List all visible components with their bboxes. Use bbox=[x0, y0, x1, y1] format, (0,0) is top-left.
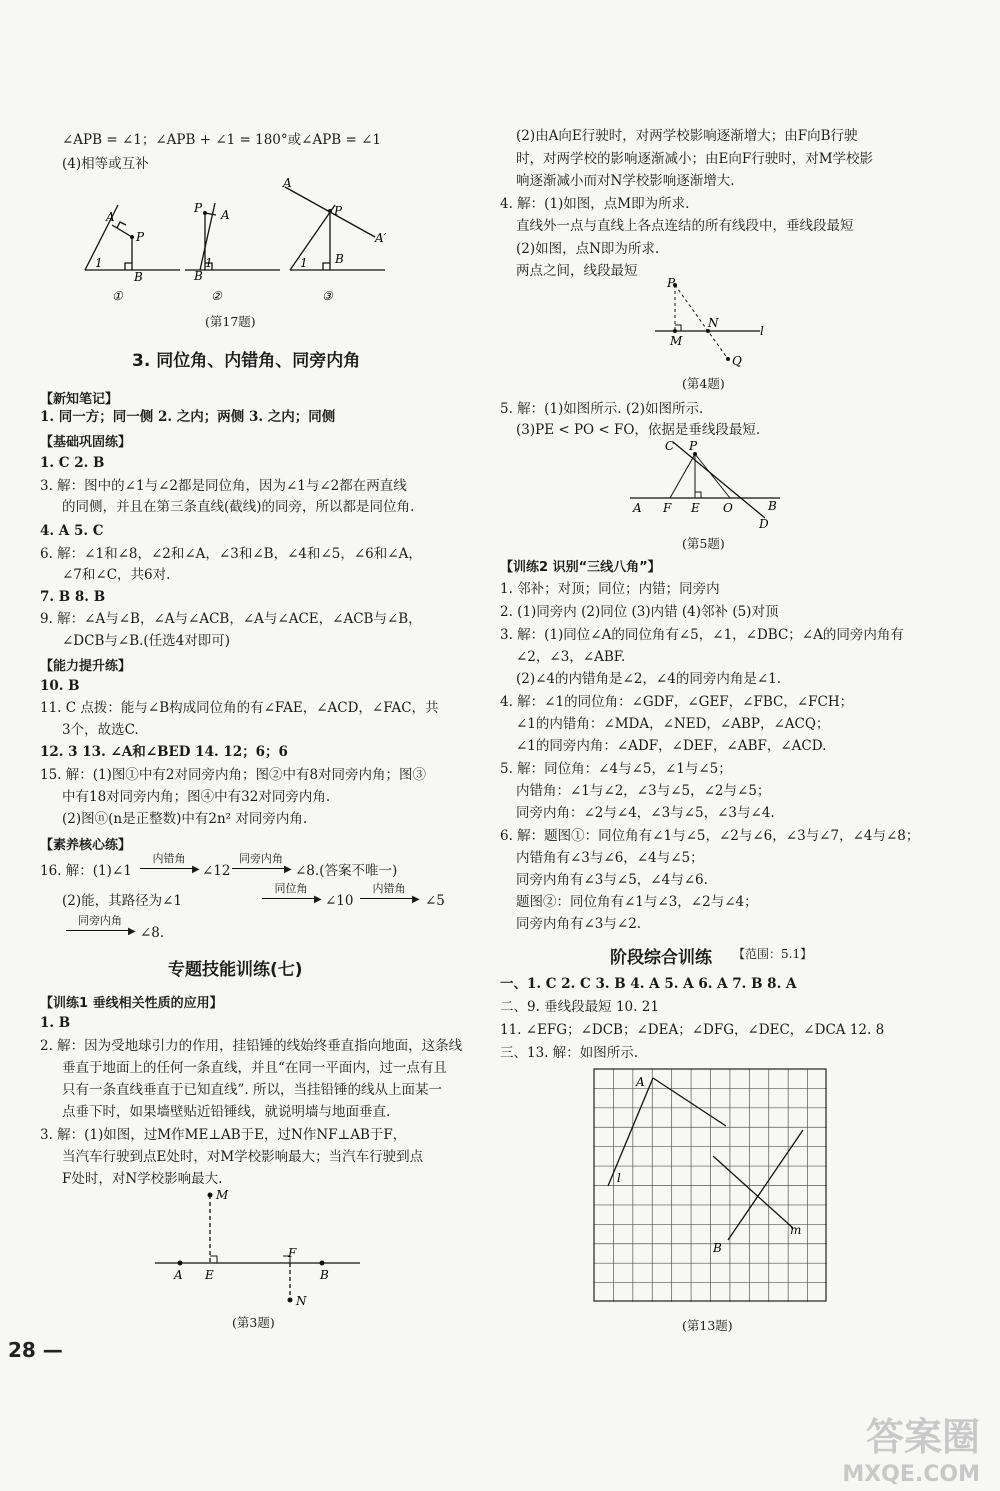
section3-range: 【范围：5.1】 bbox=[733, 947, 813, 961]
arrow-3 bbox=[262, 898, 317, 899]
r3: 响逐渐减小而对N学校影响逐渐增大. bbox=[516, 173, 735, 189]
svg-text:A: A bbox=[283, 176, 292, 190]
watermark-logo: 答案圈 bbox=[865, 1415, 980, 1459]
svg-text:E: E bbox=[691, 501, 700, 515]
arrow-head-1: ▶ bbox=[192, 864, 200, 875]
q16-end3: ∠8. bbox=[140, 925, 165, 941]
figure-13 bbox=[593, 1068, 833, 1308]
t3c: F处时，对N学校影响最大. bbox=[62, 1171, 223, 1187]
q16-arrow3-label: 同位角 bbox=[274, 882, 308, 895]
fig17-label-1: ① bbox=[112, 289, 123, 303]
svg-text:A: A bbox=[636, 1075, 645, 1089]
t1: 1. B bbox=[40, 1015, 71, 1031]
figure-4 bbox=[650, 277, 780, 372]
svg-text:M: M bbox=[216, 1188, 229, 1202]
s5b: 内错角：∠1与∠2，∠3与∠5，∠2与∠5； bbox=[516, 783, 771, 799]
svg-text:B: B bbox=[335, 252, 344, 266]
r9: (3)PE < PO < FO，依据是垂线段最短. bbox=[516, 422, 761, 438]
svg-text:B: B bbox=[320, 1268, 329, 1282]
s1: 1. 邻补；对顶；同位；内错；同旁内 bbox=[500, 581, 720, 597]
section-title: 3. 同位角、内错角、同旁内角 bbox=[132, 351, 361, 371]
fig13-caption: (第13题) bbox=[682, 1318, 733, 1333]
intro-line-2: (4)相等或互补 bbox=[62, 156, 149, 172]
arrow-head-3: ▶ bbox=[314, 894, 322, 905]
svg-text:B: B bbox=[713, 1241, 722, 1255]
figure-3 bbox=[150, 1185, 370, 1315]
t3b: 当汽车行驶到点E处时，对M学校影响最大；当汽车行驶到点 bbox=[62, 1149, 424, 1165]
q1: 1. C 2. B bbox=[40, 455, 105, 471]
r4: 4. 解：(1)如图，点M即为所求. bbox=[500, 196, 690, 212]
q9b: ∠DCB与∠B.(任选4对即可) bbox=[62, 633, 231, 649]
xinzhi-1: 1. 同一方；同一侧 2. 之内；两侧 3. 之内；同侧 bbox=[40, 409, 336, 425]
svg-text:l: l bbox=[760, 324, 764, 338]
r7: 两点之间，线段最短 bbox=[516, 263, 638, 279]
q6b: ∠7和∠C，共6对. bbox=[62, 567, 171, 583]
arrow-head-5: ▶ bbox=[128, 926, 136, 937]
q16-start: 16. 解：(1)∠1 bbox=[40, 863, 132, 879]
svg-text:D: D bbox=[759, 517, 769, 528]
svg-text:M: M bbox=[670, 334, 683, 348]
svg-text:1: 1 bbox=[205, 256, 213, 270]
r2: 时，对两学校的影响逐渐减小；由E向F行驶时，对M学校影 bbox=[516, 151, 874, 167]
q16-mid2: ∠10 bbox=[325, 893, 354, 909]
svg-text:P: P bbox=[689, 439, 698, 453]
t2d: 点垂下时，如果墙壁贴近铅锤线，就说明墙与地面垂直. bbox=[62, 1104, 391, 1120]
q11a: 11. C 点拨：能与∠B构成同位角的有∠FAE，∠ACD，∠FAC，共 bbox=[40, 700, 439, 716]
arrow-head-2: ▶ bbox=[284, 864, 292, 875]
q3a: 3. 解：图中的∠1与∠2都是同位角，因为∠1与∠2都在两直线 bbox=[40, 478, 407, 494]
s6c: 同旁内角有∠3与∠5，∠4与∠6. bbox=[516, 872, 708, 888]
s3c: (2)∠4的内错角是∠2，∠4的同旁内角是∠1. bbox=[516, 671, 782, 687]
q3b: 的同侧，并且在第三条直线(截线)的同旁，所以都是同位角. bbox=[62, 499, 415, 515]
svg-text:Q: Q bbox=[732, 354, 742, 368]
figure-17 bbox=[70, 175, 390, 305]
q16-arrow5-label: 同旁内角 bbox=[78, 914, 122, 927]
arrow-head-4: ▶ bbox=[412, 894, 420, 905]
svg-text:1: 1 bbox=[300, 256, 308, 270]
q16-mid1: ∠12 bbox=[202, 863, 231, 879]
q16-arrow2-label: 同旁内角 bbox=[239, 852, 283, 865]
q7: 7. B 8. B bbox=[40, 589, 106, 605]
tag-xinzhi: 【新知笔记】 bbox=[40, 392, 119, 407]
q16-end1: ∠8.(答案不唯一) bbox=[295, 863, 398, 879]
watermark-url: MXQE.COM bbox=[842, 1462, 980, 1487]
z1: 一、1. C 2. C 3. B 4. A 5. A 6. A 7. B 8. A bbox=[500, 976, 797, 992]
s4a: 4. 解：∠1的同位角：∠GDF，∠GEF，∠FBC，∠FCH； bbox=[500, 694, 854, 710]
s3a: 3. 解：(1)同位∠A的同位角有∠5，∠1，∠DBC；∠A的同旁内角有 bbox=[500, 627, 904, 643]
arrow-5 bbox=[66, 930, 131, 931]
svg-text:A′: A′ bbox=[375, 231, 387, 245]
svg-text:B: B bbox=[134, 270, 143, 284]
svg-text:C: C bbox=[665, 439, 675, 453]
svg-text:A: A bbox=[106, 210, 115, 224]
arrow-4 bbox=[360, 898, 415, 899]
q15a: 15. 解：(1)图①中有2对同旁内角；图②中有8对同旁内角；图③ bbox=[40, 767, 427, 783]
r6: (2)如图，点N即为所求. bbox=[516, 241, 660, 257]
q11b: 3个，故选C. bbox=[62, 722, 139, 738]
svg-text:N: N bbox=[708, 316, 719, 330]
section3-title: 阶段综合训练 bbox=[610, 948, 712, 968]
s6e: 同旁内角有∠3与∠2. bbox=[516, 916, 642, 932]
fig5-caption: (第5题) bbox=[682, 536, 725, 551]
q16-end2: ∠5 bbox=[425, 893, 445, 909]
section2-title: 专题技能训练(七) bbox=[168, 960, 303, 980]
q16-b: (2)能，其路径为∠1 bbox=[62, 893, 183, 909]
svg-text:1: 1 bbox=[95, 256, 103, 270]
arrow-2 bbox=[232, 868, 287, 869]
svg-text:l: l bbox=[617, 1171, 621, 1185]
q6a: 6. 解：∠1和∠8，∠2和∠A，∠3和∠B，∠4和∠5，∠6和∠A， bbox=[40, 546, 422, 562]
svg-text:P: P bbox=[334, 204, 343, 218]
t2b: 垂直于地面上的任何一条直线，并且“在同一平面内，过一点有且 bbox=[62, 1060, 447, 1076]
svg-text:P: P bbox=[194, 201, 203, 215]
s5c: 同旁内角：∠2与∠4，∠3与∠5，∠3与∠4. bbox=[516, 805, 775, 821]
svg-text:A: A bbox=[221, 208, 230, 222]
svg-text:B: B bbox=[768, 499, 777, 513]
fig17-label-2: ② bbox=[211, 289, 222, 303]
s2: 2. (1)同旁内 (2)同位 (3)内错 (4)邻补 (5)对顶 bbox=[500, 604, 779, 620]
z4: 三、13. 解：如图所示. bbox=[500, 1045, 639, 1061]
s5a: 5. 解：同位角：∠4与∠5，∠1与∠5； bbox=[500, 761, 732, 777]
tag-nengli: 【能力提升练】 bbox=[40, 659, 132, 674]
tag-xl2: 【训练2 识别“三线八角”】 bbox=[500, 560, 661, 575]
fig17-label-3: ③ bbox=[322, 289, 333, 303]
fig4-caption: (第4题) bbox=[682, 376, 725, 391]
s3b: ∠2，∠3，∠ABF. bbox=[516, 649, 626, 665]
q15c: (2)图ⓝ(n是正整数)中有2n² 对同旁内角. bbox=[62, 811, 308, 827]
svg-text:A: A bbox=[174, 1268, 183, 1282]
svg-text:F: F bbox=[663, 501, 672, 515]
q10: 10. B bbox=[40, 678, 80, 694]
q4: 4. A 5. C bbox=[40, 523, 104, 539]
s4b: ∠1的内错角：∠MDA，∠NED，∠ABP，∠ACQ； bbox=[516, 716, 830, 732]
z2: 二、9. 垂线段最短 10. 21 bbox=[500, 999, 659, 1015]
svg-text:m: m bbox=[790, 1223, 802, 1237]
q15b: 中有18对同旁内角；图④中有32对同旁内角. bbox=[62, 789, 331, 805]
svg-text:N: N bbox=[296, 1294, 307, 1308]
tag-jichu: 【基础巩固练】 bbox=[40, 435, 132, 450]
r5: 直线外一点与直线上各点连结的所有线段中，垂线段最短 bbox=[516, 218, 854, 234]
svg-text:A: A bbox=[633, 501, 642, 515]
tag-xl1: 【训练1 垂线相关性质的应用】 bbox=[40, 996, 223, 1011]
svg-text:E: E bbox=[205, 1268, 214, 1282]
fig3-caption: (第3题) bbox=[232, 1315, 275, 1330]
tag-suyang: 【素养核心练】 bbox=[40, 838, 132, 853]
svg-text:F: F bbox=[288, 1246, 297, 1260]
s4c: ∠1的同旁内角：∠ADF，∠DEF，∠ABF，∠ACD. bbox=[516, 738, 827, 754]
svg-text:O: O bbox=[723, 501, 733, 515]
svg-text:P: P bbox=[136, 230, 145, 244]
t2c: 只有一条直线垂直于已知直线”. 所以，当挂铅锤的线从上面某一 bbox=[62, 1082, 442, 1098]
r1: (2)由A向E行驶时，对两学校影响逐渐增大；由F向B行驶 bbox=[516, 128, 858, 144]
t3a: 3. 解：(1)如图，过M作ME⊥AB于E，过N作NF⊥AB于F， bbox=[40, 1127, 407, 1143]
svg-text:B: B bbox=[194, 269, 203, 283]
svg-text:P: P bbox=[667, 277, 676, 290]
s6d: 题图②：同位角有∠1与∠3，∠2与∠4； bbox=[516, 894, 758, 910]
z3: 11. ∠EFG；∠DCB；∠DEA；∠DFG，∠DEC，∠DCA 12. 8 bbox=[500, 1022, 885, 1038]
q16-arrow1-label: 内错角 bbox=[152, 852, 186, 865]
figure-5 bbox=[625, 438, 785, 528]
intro-line-1: ∠APB = ∠1；∠APB + ∠1 = 180°或∠APB = ∠1 bbox=[62, 132, 381, 148]
page-number: 28 — bbox=[8, 1338, 63, 1362]
arrow-1 bbox=[140, 868, 195, 869]
t2a: 2. 解：因为受地球引力的作用，挂铅锤的线始终垂直指向地面，这条线 bbox=[40, 1038, 463, 1054]
s6a: 6. 解：题图①：同位角有∠1与∠5，∠2与∠6，∠3与∠7，∠4与∠8； bbox=[500, 828, 920, 844]
q16-arrow4-label: 内错角 bbox=[372, 882, 406, 895]
s6b: 内错角有∠3与∠6，∠4与∠5； bbox=[516, 850, 704, 866]
r8: 5. 解：(1)如图所示. (2)如图所示. bbox=[500, 401, 704, 417]
q12: 12. 3 13. ∠A和∠BED 14. 12；6；6 bbox=[40, 744, 288, 760]
q9a: 9. 解：∠A与∠B，∠A与∠ACB，∠A与∠ACE，∠ACB与∠B， bbox=[40, 611, 422, 627]
fig17-caption: (第17题) bbox=[205, 314, 256, 329]
